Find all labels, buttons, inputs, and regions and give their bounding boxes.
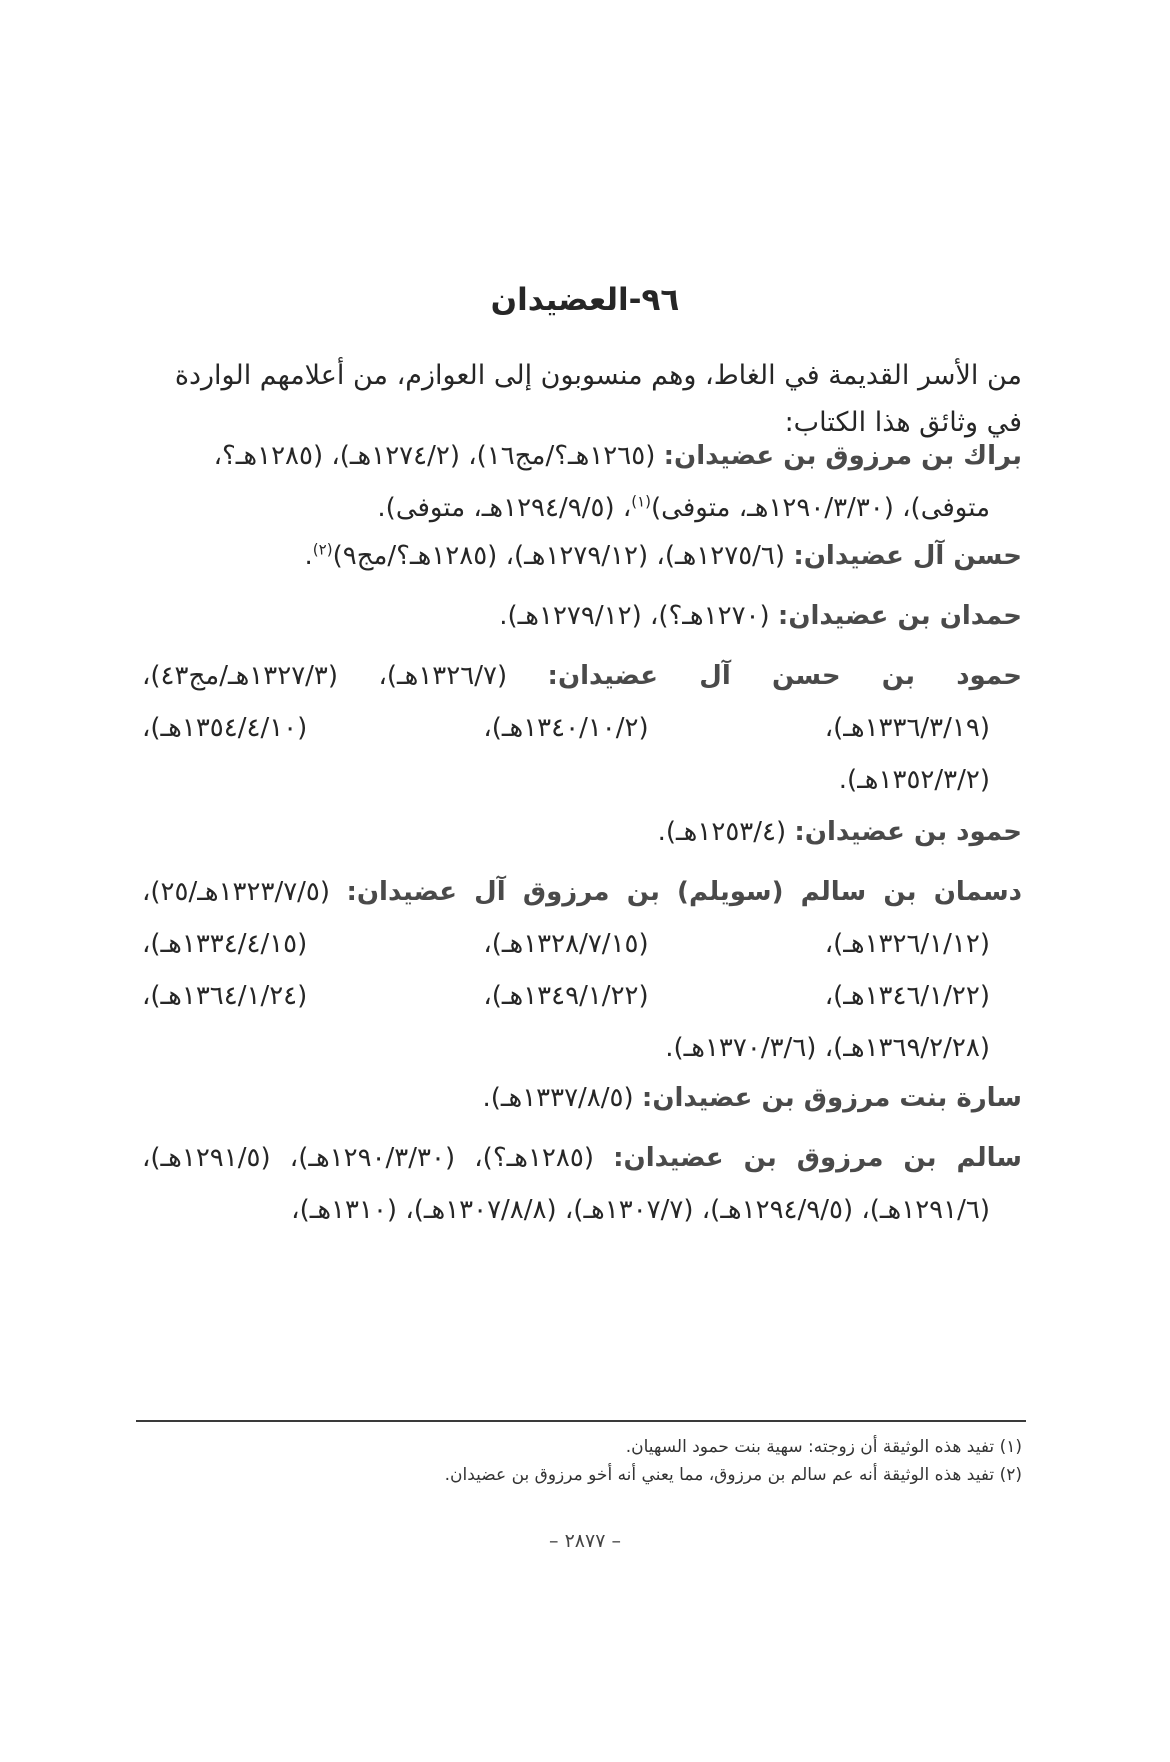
date-item: (١٣٤٠/١٠/٢هـ)، [483,713,649,743]
date-item: (١٣٤٩/١/٢٢هـ)، [483,981,649,1011]
footnote-text: تفيد هذه الوثيقة أن زوجته: سهية بنت حمود السهيان. [625,1437,995,1457]
entry-dasman [142,866,1022,1074]
entry-dates-row [142,702,1022,754]
entry-name: سالم بن مرزوق بن عضيدان: [613,1143,1023,1173]
entry-dates: (١٣٢٣/٧/٥هـ/٢٥)، [142,877,331,907]
entry-dates: (١٢٨٥هـ؟)، (١٢٩٠/٣/٣٠هـ)، (١٢٩١/٥هـ)، [142,1143,594,1173]
entry-dates-row [142,970,1022,1022]
intro-paragraph: من الأسر القديمة في الغاط، وهم منسوبون إلى العوازم، من أعلامهم الواردة في وثائق هذا الكتاب: [174,360,1022,438]
footnote-1 [142,1434,1022,1460]
section-title: ٩٦-العضيدان [490,282,680,318]
date-item: (١٣٢٦/١/١٢هـ)، [824,929,990,959]
entry-dates: (١٢٧٠هـ؟)، (١٢٧٩/١٢هـ). [499,601,770,631]
date-item: (١٣٢٨/٧/١٥هـ)، [483,929,649,959]
entry-name: حمود بن عضيدان: [794,817,1022,847]
entry-line [142,866,1022,918]
entry-name: دسمان بن سالم (سويلم) بن مرزوق آل عضيدان: [346,877,1022,907]
entry-barrak [142,430,1022,534]
entry-dates: متوفى)، (١٢٩٠/٣/٣٠هـ، متوفى) [651,493,990,523]
footnote-ref[interactable]: (٢) [312,540,333,559]
footnote-text: تفيد هذه الوثيقة أنه عم سالم بن مرزوق، مما يعني أنه أخو مرزوق بن عضيدان. [444,1465,995,1485]
entry-dates: (١٣٣٧/٨/٥هـ). [482,1083,634,1113]
entry-hamdan [142,590,1022,642]
page-number: – ٢٨٧٧ – [549,1530,621,1552]
entry-line: (١٣٥٢/٣/٢هـ). [838,765,990,795]
date-item: (١٣٦٤/١/٢٤هـ)، [142,981,308,1011]
entry-line: (١٣٦٩/٢/٢٨هـ)، (١٣٧٠/٣/٦هـ). [665,1033,990,1063]
footnote-marker: (١) [999,1437,1022,1457]
entry-name: براك بن مرزوق بن عضيدان: [663,441,1022,471]
entry-dates: (١٢٥٣/٤هـ). [657,817,787,847]
footnote-ref[interactable]: (١) [631,492,652,511]
entry-dates: (١٢٦٥هـ؟/مج١٦)، (١٢٧٤/٢هـ)، (١٢٨٥هـ؟، [213,441,656,471]
entry-name: حسن آل عضيدان: [793,541,1022,571]
date-item: (١٣٥٤/٤/١٠هـ)، [142,713,308,743]
entry-name: حمود بن حسن آل عضيدان: [547,661,1023,691]
entry-dates-row [142,918,1022,970]
entry-dates: ، (١٢٩٤/٩/٥هـ، متوفى). [377,493,632,523]
entry-line [142,482,1022,534]
entry-salem [142,1132,1022,1236]
footnote-2 [142,1462,1022,1488]
entry-dates: (١٢٧٥/٦هـ)، (١٢٧٩/١٢هـ)، (١٢٨٥هـ؟/مج٩) [332,541,786,571]
entry-line [142,430,1022,482]
entry-hasan [142,530,1022,582]
entry-name: سارة بنت مرزوق بن عضيدان: [641,1083,1022,1113]
footnote-divider [136,1420,1026,1422]
date-item: (١٣٣٤/٤/١٥هـ)، [142,929,308,959]
date-item: (١٣٤٦/١/٢٢هـ)، [824,981,990,1011]
entry-line [142,1132,1022,1184]
entry-punct: . [304,541,313,571]
footnote-marker: (٢) [999,1465,1022,1485]
date-item: (١٣٣٦/٣/١٩هـ)، [824,713,990,743]
entry-line: (١٢٩١/٦هـ)، (١٢٩٤/٩/٥هـ)، (١٣٠٧/٧هـ)، (١٣٠٧/٨/٨هـ)، (١٣١٠هـ)، [291,1195,990,1225]
entry-sarah [142,1072,1022,1124]
entry-name: حمدان بن عضيدان: [777,601,1022,631]
entry-dates: (١٣٢٦/٧هـ)، (١٣٢٧/٣هـ/مج٤٣)، [142,661,508,691]
entry-hamoud-bin-hasan [142,650,1022,806]
entry-line [142,650,1022,702]
entry-hamoud [142,806,1022,858]
